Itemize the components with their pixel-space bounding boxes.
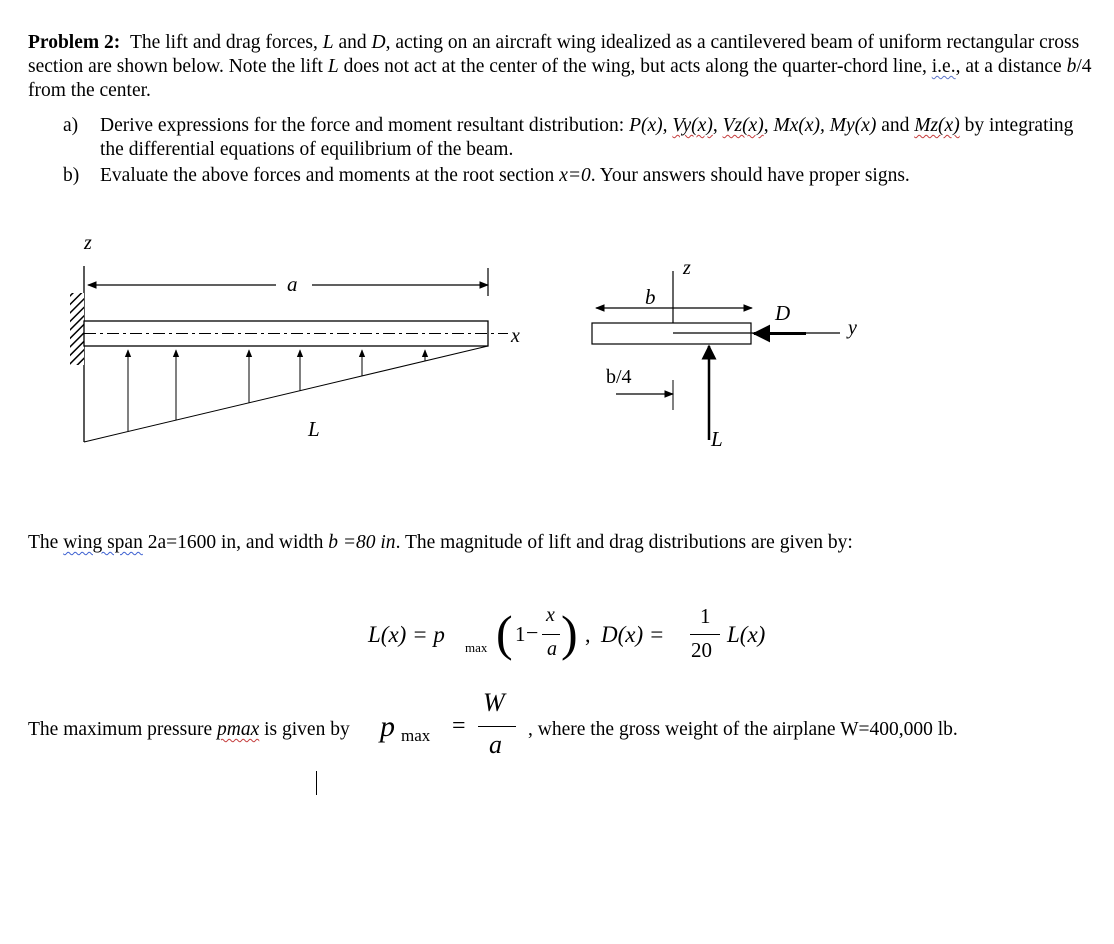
item-a-Vy: Vy(x) <box>672 115 713 136</box>
span-text-2: 2a=1600 in, and width <box>142 532 329 553</box>
item-b-text-2: . Your answers should have proper signs. <box>590 165 910 186</box>
intro-text-3: does not act at the center of the wing, but acts along the quarter-chord line, <box>338 56 932 77</box>
eq-x-num: x <box>546 604 555 626</box>
lift-L-label: L <box>711 427 723 451</box>
intro-ie: i.e. <box>931 56 956 77</box>
eq-fraction-bar-1 <box>542 634 560 635</box>
eq-max-sub: max <box>465 640 488 655</box>
item-a-text-1: Derive expressions for the force and moment resultant distribution: <box>100 115 630 136</box>
eq-one: 1 <box>515 622 526 646</box>
dim-b4-label: b/4 <box>606 366 632 388</box>
pmax-big-sub: max <box>401 726 431 745</box>
eq-paren-open: ( <box>496 605 513 661</box>
eq-fraction-bar-2 <box>690 634 720 635</box>
dim-b-label: b <box>645 285 656 309</box>
intro-D: D <box>371 32 386 53</box>
left-L-label: L <box>308 417 320 441</box>
cross-section-diagram <box>560 230 900 460</box>
pmax-fraction-bar <box>478 726 516 727</box>
right-z-label: z <box>683 257 691 279</box>
intro-text-2: , acting on an aircraft wing idealized as a cantilevered beam of uniform rectangular cross section are shown below. Note the lift <box>28 32 1080 77</box>
load-boundary <box>84 346 488 442</box>
pmax-symbol: pmax <box>217 719 260 740</box>
span-b: b =80 in <box>328 532 396 553</box>
item-a-Mz: Mz(x) <box>914 115 960 136</box>
item-a-label: a) <box>63 115 79 136</box>
drag-D-label: D <box>775 301 791 325</box>
span-wing-span: wing span <box>63 532 143 553</box>
item-a-P: P(x), <box>629 115 673 136</box>
pmax-W: W <box>483 688 505 717</box>
pmax-big-p: p <box>380 710 395 743</box>
intro-and: and <box>333 32 372 53</box>
dim-a-label: a <box>287 272 298 296</box>
lift-arrows <box>128 350 425 431</box>
beam-diagram <box>0 0 560 470</box>
item-a-text-2: by integrating the differential equations of equilibrium of the beam. <box>100 115 1074 160</box>
span-sentence <box>28 531 1108 555</box>
item-a-text: Derive expressions for the force and moment resultant distribution: P(x), Vy(x), Vz(x), Mx(x), My(x) and Mz(x) by integrating the differential equations of equilibrium of the beam. <box>100 115 1074 160</box>
item-a-Vz: Vz(x) <box>722 115 764 136</box>
pmax-tail-text: , where the gross weight of the airplane W=400,000 lb. <box>528 719 958 740</box>
text-cursor <box>316 771 317 795</box>
intro-L: L <box>322 32 334 53</box>
intro-b: b <box>1066 56 1077 77</box>
eq-comma: , <box>585 622 591 647</box>
eq-a-den: a <box>547 638 557 660</box>
item-b-x0: x=0 <box>559 165 591 186</box>
y-axis-label: y <box>848 317 857 339</box>
eq-twenty: 20 <box>691 638 712 662</box>
eq-Lx-tail: L(x) <box>727 622 766 647</box>
x-axis-label: x <box>511 325 520 347</box>
intro-text-1: The lift and drag forces, <box>130 32 323 53</box>
intro-text-4: at a distance <box>960 56 1067 77</box>
item-b-label: b) <box>63 165 80 186</box>
pmax-text-2: is given by <box>259 719 350 740</box>
problem-intro: Problem 2: The lift and drag forces, L and D, acting on an aircraft wing idealized as a cantilevered beam of uniform rectangular cross section are shown below. Note the lift L does not act at the center of the wing, but acts along the quarter-chord line, i.e., at a distance b/4 from the center. <box>28 32 1092 101</box>
eq-paren-close: ) <box>561 605 578 661</box>
problem-heading: Problem 2: <box>28 32 121 53</box>
span-text-3: . The magnitude of lift and drag distributions are given by: <box>395 532 853 553</box>
item-a-My: My(x) <box>829 115 877 136</box>
pmax-a: a <box>489 730 502 759</box>
intro-L-2: L <box>327 56 339 77</box>
eq-Dx: D(x) = <box>601 622 665 647</box>
pmax-sentence <box>28 718 350 742</box>
eq-Lx: L(x) = p <box>368 622 445 647</box>
intro-text-5: /4 from the center. <box>28 56 1092 101</box>
item-a-and: and <box>876 115 915 136</box>
eq-one-num: 1 <box>700 604 711 628</box>
eq-minus: − <box>526 620 539 645</box>
wall-hatch <box>70 293 84 365</box>
left-z-label: z <box>84 232 92 254</box>
span-text-1: The <box>28 532 64 553</box>
item-a-Mx: Mx(x), <box>773 115 830 136</box>
pmax-eq: = <box>452 713 466 739</box>
lift-drag-equation <box>368 600 798 680</box>
pmax-text-1: The maximum pressure <box>28 719 217 740</box>
item-b-text-1: Evaluate the above forces and moments at the root section <box>100 165 560 186</box>
